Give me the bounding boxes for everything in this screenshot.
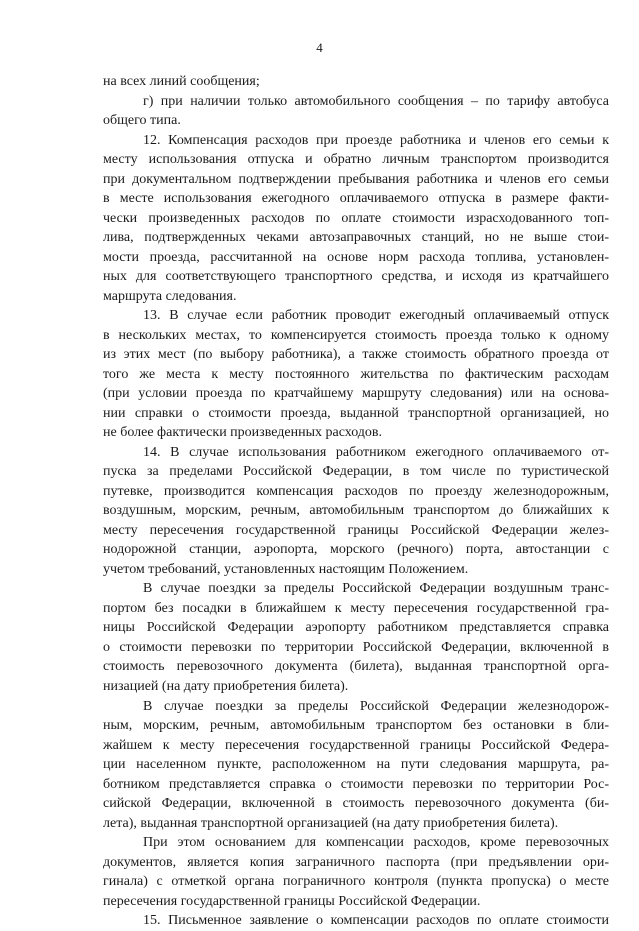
- text-line: [0, 521, 639, 541]
- document-body: [0, 72, 639, 931]
- text-line-content: В случае поездки за пределы Российской Федерации воздушным транс-: [143, 581, 609, 597]
- text-line: [0, 267, 639, 287]
- text-line-content: не более фактически произведенных расходов.: [103, 425, 383, 441]
- text-line-content: жайшем к месту пересечения государственной границы Российской Федера-: [103, 737, 609, 753]
- text-line-content: в месте использования ежегодного оплачиваемого отпуска в размере факти-: [103, 191, 609, 207]
- text-line: [0, 540, 639, 560]
- text-line: [0, 248, 639, 268]
- text-line-content: документов, является копия заграничного паспорта (при предъявлении ори-: [103, 854, 609, 870]
- text-line-content: 12. Компенсация расходов при проезде работника и членов его семьи к: [143, 132, 609, 148]
- text-line: [0, 716, 639, 736]
- text-line: [0, 131, 639, 151]
- text-line-content: пуска за пределами Российской Федерации, в том числе по туристической: [103, 464, 609, 480]
- text-line-content: стоимость перевозочного документа (билета), выданная транспортной орга-: [103, 659, 609, 675]
- text-line: [0, 189, 639, 209]
- text-line: [0, 482, 639, 502]
- text-line-content: гинала) с отметкой органа пограничного контроля (пункта пропуска) о месте: [103, 874, 609, 890]
- text-line: [0, 365, 639, 385]
- text-line-content: нодорожной станции, аэропорта, морского (речного) порта, автостанции с: [103, 542, 609, 558]
- text-line: [0, 170, 639, 190]
- text-line: [0, 892, 639, 912]
- text-line: [0, 501, 639, 521]
- text-line-content: лива, подтвержденных чеками автозаправочных станций, но не выше стои-: [103, 230, 609, 246]
- text-line: [0, 618, 639, 638]
- text-line: [0, 736, 639, 756]
- text-line: [0, 638, 639, 658]
- text-line-content: ных для соответствующего транспортного средства, и исходя из кратчайшего: [103, 269, 609, 285]
- text-line-content: воздушным, морским, речным, автомобильным транспортом до ближайших к: [103, 503, 609, 519]
- text-line-content: о стоимости перевозки по территории Российской Федерации, включенной в: [103, 639, 609, 655]
- text-line: [0, 326, 639, 346]
- text-line: [0, 92, 639, 112]
- text-line-content: (при условии проезда по кратчайшему маршруту следования) или на основа-: [103, 386, 609, 402]
- text-line-content: ции населенном пункте, расположенном на пути следования маршрута, ра-: [103, 757, 609, 773]
- text-line-content: 14. В случае использования работником ежегодного оплачиваемого от-: [143, 444, 609, 460]
- text-line: [0, 911, 639, 931]
- text-line: [0, 443, 639, 463]
- text-line: [0, 599, 639, 619]
- text-line-content: г) при наличии только автомобильного сообщения – по тарифу автобуса: [143, 93, 609, 109]
- text-line-content: 13. В случае если работник проводит ежегодный оплачиваемый отпуск: [143, 308, 609, 324]
- text-line: [0, 306, 639, 326]
- text-line-content: месту пересечения государственной границы Российской Федерации желез-: [103, 522, 609, 538]
- text-line-content: при документальном подтверждении пребывания работника и членов его семьи: [103, 171, 609, 187]
- text-line-content: мости проезда, рассчитанной на основе норм расхода топлива, установлен-: [103, 249, 609, 265]
- text-line-content: в нескольких местах, то компенсируется стоимость проезда только к одному: [103, 327, 609, 343]
- text-line-content: путевке, производится компенсация расходов по проезду железнодорожным,: [103, 483, 609, 499]
- text-line-content: низацией (на дату приобретения билета).: [103, 678, 349, 694]
- text-line-content: В случае поездки за пределы Российской Федерации железнодорож-: [143, 698, 609, 714]
- text-line-content: пересечения государственной границы Российской Федерации.: [103, 893, 481, 909]
- text-line: [0, 833, 639, 853]
- text-line: [0, 404, 639, 424]
- text-line: [0, 814, 639, 834]
- text-line-content: из этих мест (по выбору работника), а также стоимость обратного проезда от: [103, 347, 609, 363]
- text-line: [0, 697, 639, 717]
- text-line: [0, 345, 639, 365]
- text-line: [0, 150, 639, 170]
- text-line: [0, 794, 639, 814]
- text-line: [0, 677, 639, 697]
- text-line-content: ботником представляется справка о стоимости перевозки по территории Рос-: [103, 776, 609, 792]
- text-line: [0, 560, 639, 580]
- text-line-content: ным, морским, речным, автомобильным транспортом без остановки в бли-: [103, 718, 609, 734]
- text-line-content: чески произведенных расходов по оплате стоимости израсходованного топ-: [103, 210, 609, 226]
- text-line: [0, 853, 639, 873]
- text-line-content: месту использования отпуска и обратно личным транспортом производится: [103, 152, 609, 168]
- text-line: [0, 872, 639, 892]
- text-line: [0, 579, 639, 599]
- text-line: [0, 228, 639, 248]
- text-line-content: При этом основанием для компенсации расходов, кроме перевозочных: [143, 835, 609, 851]
- text-line-content: портом без посадки в ближайшем к месту пересечения государственной гра-: [103, 600, 609, 616]
- page-number: 4: [316, 40, 323, 55]
- text-line: [0, 657, 639, 677]
- text-line-content: общего типа.: [103, 113, 181, 129]
- text-line-content: лета), выданная транспортной организацией (на дату приобретения билета).: [103, 815, 559, 831]
- text-line: [0, 462, 639, 482]
- text-line: [0, 287, 639, 307]
- text-line-content: учетом требований, установленных настоящим Положением.: [103, 561, 469, 577]
- text-line: [0, 111, 639, 131]
- text-line: [0, 72, 639, 92]
- text-line-content: 15. Письменное заявление о компенсации расходов по оплате стоимости: [143, 913, 609, 929]
- text-line-content: сийской Федерации, включенной в стоимость перевозочного документа (би-: [103, 796, 609, 812]
- text-line: [0, 755, 639, 775]
- text-line-content: того же места к месту постоянного жительства по фактическим расходам: [103, 366, 609, 382]
- text-line-content: нии справки о стоимости проезда, выданной транспортной организацией, но: [103, 405, 609, 421]
- text-line-content: ницы Российской Федерации аэропорту работником представляется справка: [103, 620, 609, 636]
- text-line: [0, 775, 639, 795]
- text-line-content: на всех линий сообщения;: [103, 74, 260, 89]
- text-line: [0, 423, 639, 443]
- text-line: [0, 209, 639, 229]
- text-line: [0, 384, 639, 404]
- text-line-content: маршрута следования.: [103, 288, 237, 304]
